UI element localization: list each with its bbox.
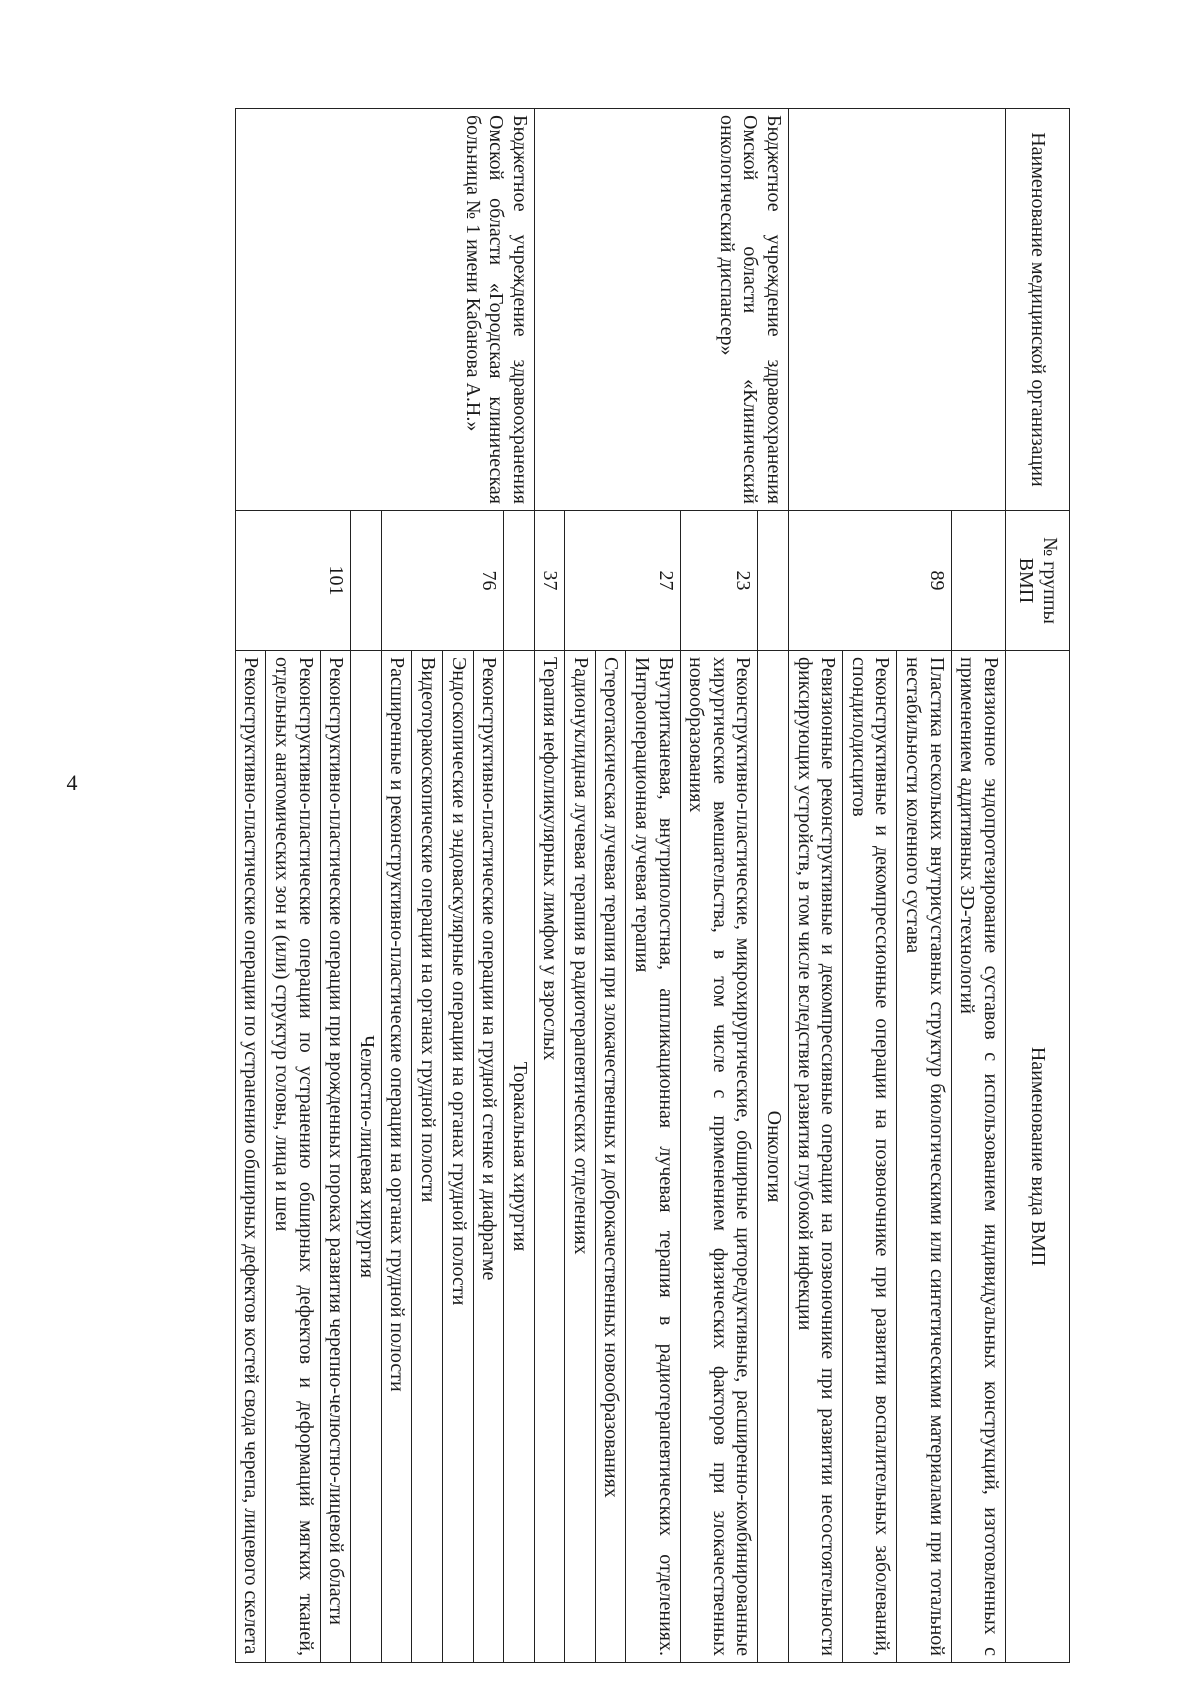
vmp-cell: Реконструктивно-пластические операции по устранению обширных дефектов и деформаций мягких тканей, отдельных анатомических зон и (или) структур головы, лица и шеи — [266, 651, 320, 1663]
rotated-table-container — [100, 108, 1070, 1662]
vmp-cell: Расширенные и реконструктивно-пластические операции на органах грудной полости — [381, 651, 412, 1663]
vmp-cell: Ревизионные реконструктивные и декомпрессивные операции на позвоночнике при развитии несостоятельности фиксирующих устройств, в том числе вследствие развития глубокой инфекции — [789, 651, 843, 1663]
group-cell: 76 — [381, 511, 503, 651]
vmp-cell: Эндоскопические и эндоваскулярные операции на органах грудной полости — [442, 651, 473, 1663]
section-title: Челюстно-лицевая хирургия — [351, 651, 382, 1663]
vmp-cell: Реконструктивно-пластические, микрохирургические, обширные циторедуктивные, расширенно-комбинированные хирургические вмешательства, в том числе с применением физических факторов при злокачественных новообразованиях — [680, 651, 758, 1663]
group-cell: 27 — [565, 511, 680, 651]
group-cell: 23 — [680, 511, 758, 651]
table-header-row — [1005, 109, 1069, 1663]
section-row — [758, 109, 789, 1663]
vmp-cell: Реконструктивные и декомпрессионные операции на позвоночнике при развитии воспалительных заболеваний, спондилодисцитов — [843, 651, 897, 1663]
vmp-cell: Ревизионное эндопротезирование суставов с использованием индивидуальных конструкций, изготовленных с применением аддитивных 3D-технологий — [951, 651, 1005, 1663]
group-cell — [504, 511, 535, 651]
table-row — [951, 109, 1005, 1663]
group-cell — [951, 511, 1005, 651]
vmp-cell: Радионуклидная лучевая терапия в радиотерапевтических отделениях — [565, 651, 596, 1663]
vmp-cell: Реконструктивно-пластические операции при врожденных пороках развития черепно-челюстно-лицевой области — [320, 651, 351, 1663]
header-org-name: Наименование медицинской организации — [1005, 109, 1069, 511]
vmp-cell: Видеоторакоскопические операции на органах грудной полости — [412, 651, 443, 1663]
group-cell: 89 — [789, 511, 952, 651]
group-cell — [351, 511, 382, 651]
header-vmp-name: Наименование вида ВМП — [1005, 651, 1069, 1663]
page-number: 4 — [66, 770, 78, 795]
group-cell — [758, 511, 789, 651]
org-cell-continued — [789, 109, 1006, 511]
vmp-cell: Внутритканевая, внутриполостная, аппликационная лучевая терапия в радиотерапевтических отделениях. Интраоперационная лучевая терапия — [626, 651, 680, 1663]
vmp-cell: Стереотаксическая лучевая терапия при злокачественных и доброкачественных новообразованиях — [595, 651, 626, 1663]
header-group-number: № группы ВМП — [1005, 511, 1069, 651]
vmp-cell: Терапия нефолликулярных лимфом у взрослых — [534, 651, 565, 1663]
group-cell: 37 — [534, 511, 565, 651]
org-cell: Бюджетное учреждение здравоохранения Омской области «Городская клиническая больница № 1 имени Кабанова А.Н.» — [235, 109, 534, 511]
section-row — [504, 109, 535, 1663]
section-title: Онкология — [758, 651, 789, 1663]
vmp-table — [235, 108, 1070, 1663]
group-cell: 101 — [235, 511, 350, 651]
org-cell: Бюджетное учреждение здравоохранения Омской области «Клинический онкологический диспансер» — [534, 109, 788, 511]
vmp-cell: Пластика нескольких внутрисуставных структур биологическими или синтетическими материалами при тотальной нестабильности коленного сустава — [897, 651, 951, 1663]
section-title: Торакальная хирургия — [504, 651, 535, 1663]
vmp-cell: Реконструктивно-пластические операции по устранению обширных дефектов костей свода черепа, лицевого скелета — [235, 651, 266, 1663]
vmp-cell: Реконструктивно-пластические операции на грудной стенке и диафрагме — [473, 651, 504, 1663]
